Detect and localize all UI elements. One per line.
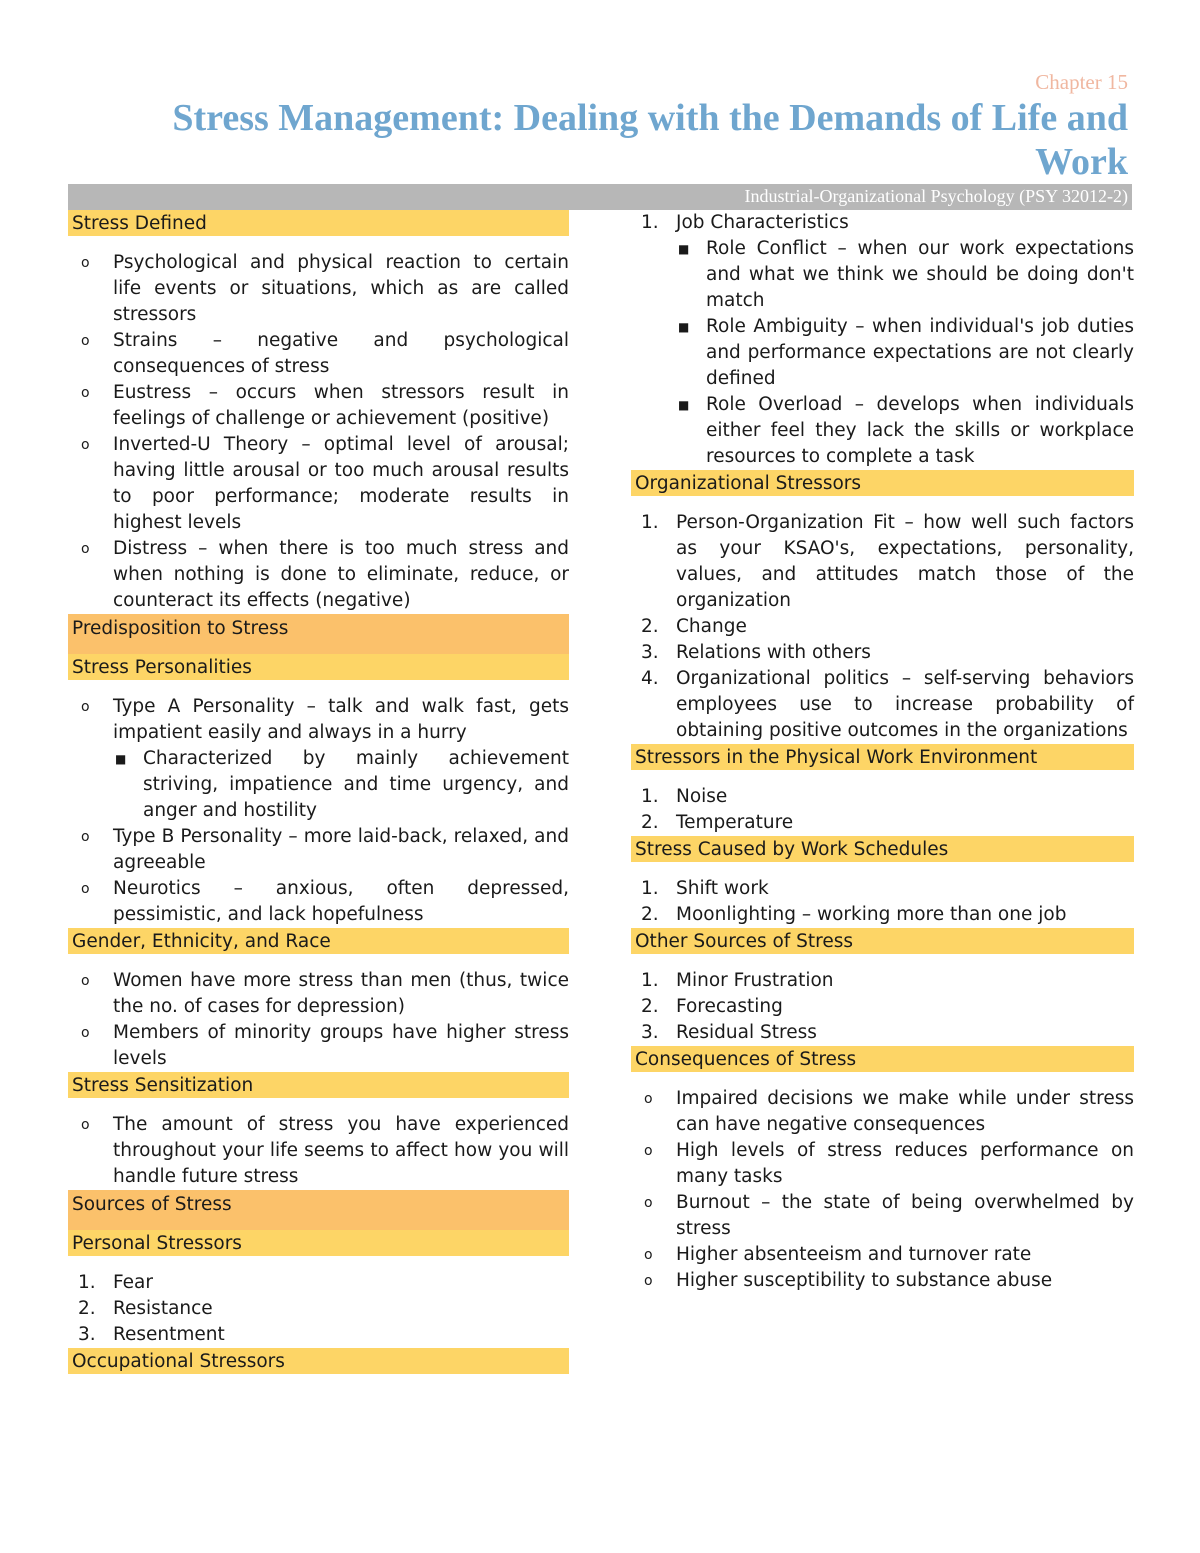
sub-list-item: ■ Role Ambiguity – when individual's job duties and performance expectations are not clearly defined — [678, 316, 1134, 389]
list-item: o The amount of stress you have experienced throughout your life seems to affect how you will handle future stress — [81, 1114, 569, 1187]
list-item: 2. Resistance — [78, 1298, 213, 1319]
list-item: o Higher susceptibility to substance abuse — [644, 1270, 1053, 1291]
list-item: o Burnout – the state of being overwhelmed by stress — [644, 1192, 1134, 1239]
list-item: 3. Residual Stress — [641, 1022, 817, 1043]
list-item: 1. Job Characteristics ■ Role Conflict – when our work expectations and what we think we should be doing don't match ■ Role Ambiguity – when individual's job duties and performance expectations are not clearly defined ■ Role Overload – develops when individuals either feel they lack the skills or workplace resources to complete a task — [631, 210, 1134, 470]
list-item: 2. Change — [641, 616, 747, 637]
stress-defined-list — [68, 250, 569, 614]
page-title: Stress Management: Dealing with the Demands of Life and Work — [172, 97, 1128, 183]
section-heading-schedules: Stress Caused by Work Schedules — [631, 836, 1134, 862]
list-item: o Type A Personality – talk and walk fast, gets impatient easily and always in a hurry ■ Characterized by mainly achievement striving, impatience and time urgency, and anger and hostility — [68, 694, 569, 824]
list-item: o Eustress – occurs when stressors result in feelings of challenge or achievement (positive) — [81, 382, 569, 429]
consequences-list — [631, 1086, 1134, 1294]
sub-list-item: ■ Role Overload – develops when individuals either feel they lack the skills or workplace resources to complete a task — [678, 394, 1134, 467]
list-item: 1. Fear — [78, 1272, 153, 1293]
list-item: o Inverted-U Theory – optimal level of arousal; having little arousal or too much arousal results to poor performance; moderate results in highest levels — [81, 434, 569, 533]
list-item: o Impaired decisions we make while under stress can have negative consequences — [644, 1088, 1134, 1135]
gender-list — [68, 968, 569, 1072]
list-item: 1. Minor Frustration — [641, 970, 834, 991]
list-item: o Type B Personality – more laid-back, relaxed, and agreeable — [81, 826, 569, 873]
list-item: 2. Temperature — [641, 812, 794, 833]
section-heading-sensitization: Stress Sensitization — [68, 1072, 569, 1098]
list-item: o Psychological and physical reaction to certain life events or situations, which as are called stressors — [81, 252, 569, 325]
chapter-label: Chapter 15 — [1035, 70, 1128, 94]
list-item: 1. Noise — [641, 786, 728, 807]
list-item: o High levels of stress reduces performance on many tasks — [644, 1140, 1134, 1187]
sub-list — [113, 746, 569, 824]
left-column — [68, 210, 569, 1388]
section-heading-personal: Personal Stressors — [68, 1230, 569, 1256]
list-item: o Higher absenteeism and turnover rate — [644, 1244, 1032, 1265]
other-list — [631, 968, 1134, 1046]
list-item: o Women have more stress than men (thus, twice the no. of cases for depression) — [81, 970, 569, 1017]
personalities-list — [68, 694, 569, 928]
section-heading-predisposition: Predisposition to Stress — [68, 614, 569, 654]
section-heading-consequences: Consequences of Stress — [631, 1046, 1134, 1072]
sensitization-list — [68, 1112, 569, 1190]
list-item: o Members of minority groups have higher stress levels — [81, 1022, 569, 1069]
list-item: 1. Person-Organization Fit – how well such factors as your KSAO's, expectations, personality, values, and attitudes match those of the organization — [641, 512, 1134, 611]
section-heading-stress-personalities: Stress Personalities — [68, 654, 569, 680]
right-column — [631, 210, 1134, 1294]
list-item: 3. Resentment — [78, 1324, 225, 1345]
sub-list-item: ■ Role Conflict – when our work expectations and what we think we should be doing don't match — [678, 238, 1134, 311]
section-heading-gender: Gender, Ethnicity, and Race — [68, 928, 569, 954]
personal-list — [68, 1270, 569, 1348]
course-label: Industrial-Organizational Psychology (PSY 32012-2) — [744, 186, 1128, 206]
section-heading-other: Other Sources of Stress — [631, 928, 1134, 954]
list-item: 3. Relations with others — [641, 642, 871, 663]
list-item: 2. Forecasting — [641, 996, 783, 1017]
section-heading-organizational: Organizational Stressors — [631, 470, 1134, 496]
section-heading-physical: Stressors in the Physical Work Environment — [631, 744, 1134, 770]
physical-list — [631, 784, 1134, 836]
list-item: o Neurotics – anxious, often depressed, pessimistic, and lack hopefulness — [81, 878, 569, 925]
list-item: 1. Shift work — [641, 878, 769, 899]
list-item: 2. Moonlighting – working more than one job — [641, 904, 1067, 925]
sub-list-item: ■ Characterized by mainly achievement striving, impatience and time urgency, and anger and hostility — [115, 748, 569, 821]
sub-list — [676, 236, 1134, 470]
list-item: o Strains – negative and psychological consequences of stress — [81, 330, 569, 377]
section-heading-stress-defined: Stress Defined — [68, 210, 569, 236]
schedules-list — [631, 876, 1134, 928]
organizational-list — [631, 510, 1134, 744]
section-heading-sources: Sources of Stress — [68, 1190, 569, 1230]
section-heading-occupational: Occupational Stressors — [68, 1348, 569, 1374]
list-item: o Distress – when there is too much stress and when nothing is done to eliminate, reduce, or counteract its effects (negative) — [81, 538, 569, 611]
list-item: 4. Organizational politics – self-serving behaviors employees use to increase probability of obtaining positive outcomes in the organizations — [641, 668, 1134, 741]
job-characteristics-list — [631, 210, 1134, 470]
